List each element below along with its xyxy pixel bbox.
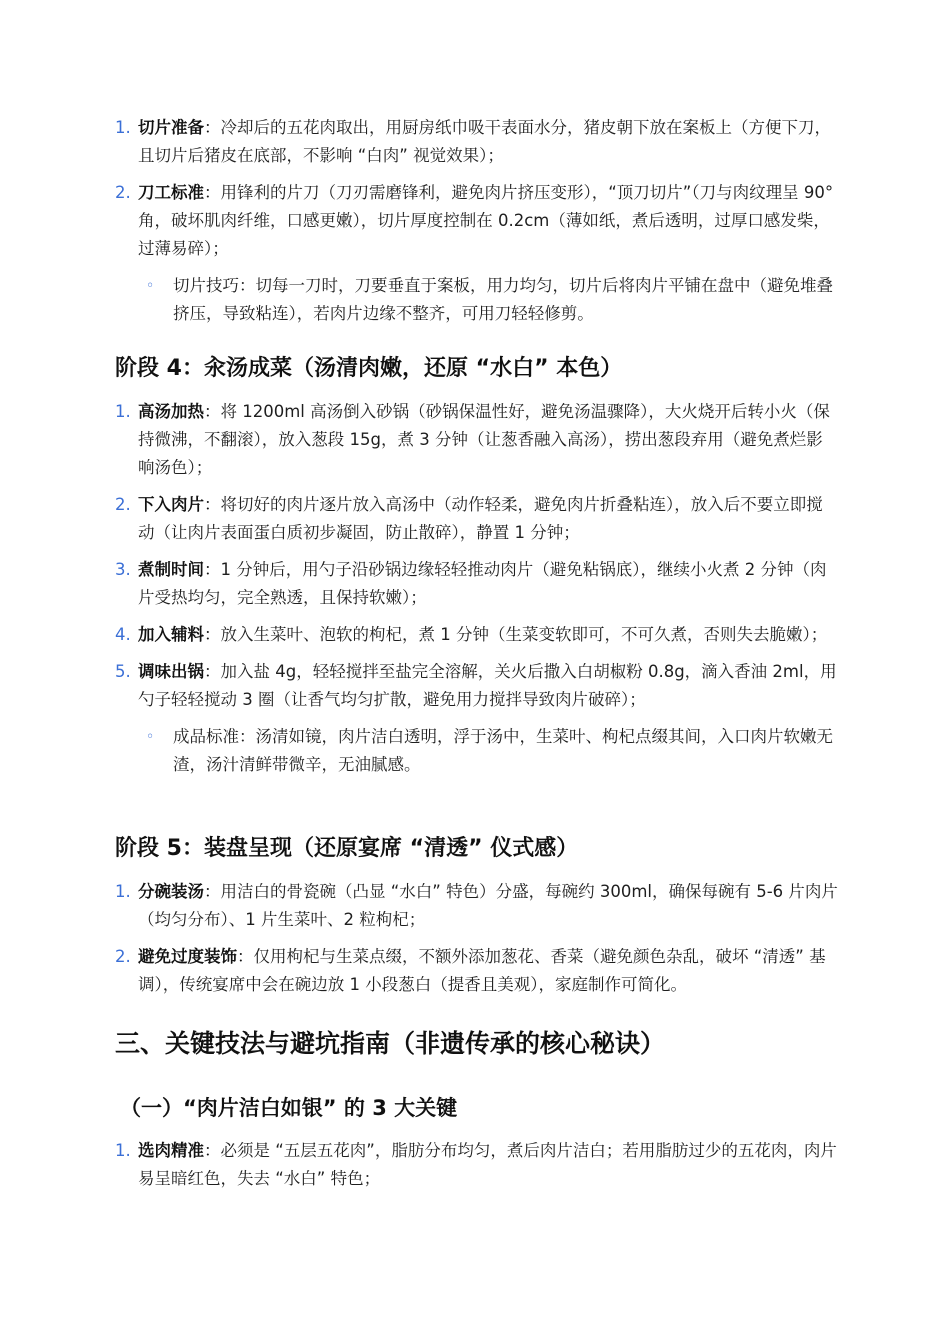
item-term: 切片准备 (138, 118, 204, 137)
item-number: 4. (115, 625, 131, 644)
item-term: 下入肉片 (138, 495, 204, 514)
stage3-list-block (0, 114, 950, 328)
list-item: 5. 调味出锅：加入盐 4g，轻轻搅拌至盐完全溶解，关火后撒入白胡椒粉 0.8g，滴入香油 2ml，用勺子轻轻搅动 3 圈（让香气均匀扩散，避免用力搅拌导致肉片破碎）； (0, 658, 950, 714)
list-item: 1. 选肉精准：必须是 “五层五花肉”，脂肪分布均匀，煮后肉片洁白；若用脂肪过少的五花肉，肉片易呈暗红色，失去 “水白” 特色； (0, 1137, 950, 1193)
stage5-list-block (0, 878, 950, 999)
item-text: 用洁白的骨瓷碗（凸显 “水白” 特色）分盛，每碗约 300ml，确保每碗有 5-6 片肉片（均匀分布）、1 片生菜叶、2 粒枸杞； (138, 882, 838, 929)
item-text: 冷却后的五花肉取出，用厨房纸巾吸干表面水分，猪皮朝下放在案板上（方便下刀，且切片后猪皮在底部，不影响 “白肉” 视觉效果）； (138, 118, 831, 165)
list-item: 2. 刀工标准：用锋利的片刀（刀刃需磨锋利，避免肉片挤压变形），“顶刀切片”（刀与肉纹理呈 90° 角，破坏肌肉纤维，口感更嫩），切片厚度控制在 0.2cm（薄如纸，煮后透明，过厚口感发柴，过薄易碎）； (0, 179, 950, 263)
item-text: 将切好的肉片逐片放入高汤中（动作轻柔，避免肉片折叠粘连），放入后不要立即搅动（让肉片表面蛋白质初步凝固，防止散碎），静置 1 分钟； (138, 495, 823, 542)
item-text: 必须是 “五层五花肉”，脂肪分布均匀，煮后肉片洁白；若用脂肪过少的五花肉，肉片易呈暗红色，失去 “水白” 特色； (138, 1141, 837, 1188)
subsection1-list-block (0, 1137, 950, 1193)
item-number: 2. (115, 495, 131, 514)
list-item: 2. 下入肉片：将切好的肉片逐片放入高汤中（动作轻柔，避免肉片折叠粘连），放入后不要立即搅动（让肉片表面蛋白质初步凝固，防止散碎），静置 1 分钟； (0, 491, 950, 547)
item-text: 用锋利的片刀（刀刃需磨锋利，避免肉片挤压变形），“顶刀切片”（刀与肉纹理呈 90° 角，破坏肌肉纤维，口感更嫩），切片厚度控制在 0.2cm（薄如纸，煮后透明，过厚口感发柴，过薄易碎）； (138, 183, 834, 258)
item-text: 仅用枸杞与生菜点缀，不额外添加葱花、香菜（避免颜色杂乱，破坏 “清透” 基调），传统宴席中会在碗边放 1 小段葱白（提香且美观），家庭制作可简化。 (138, 947, 826, 994)
stage4-steps (0, 398, 950, 714)
stage5-heading: 阶段 5：装盘呈现（还原宴席 “清透” 仪式感） (115, 836, 579, 861)
list-item: 4. 加入辅料：放入生菜叶、泡软的枸杞，煮 1 分钟（生菜变软即可，不可久煮，否则失去脆嫩）； (0, 621, 950, 649)
item-text: 1 分钟后，用勺子沿砂锅边缘轻轻推动肉片（避免粘锅底），继续小火煮 2 分钟（肉片受热均匀，完全熟透，且保持软嫩）； (138, 560, 827, 607)
bullet-icon: ◦ (146, 278, 155, 294)
item-term: 选肉精准 (138, 1141, 204, 1160)
stage5-steps (0, 878, 950, 999)
list-item: 1. 分碗装汤：用洁白的骨瓷碗（凸显 “水白” 特色）分盛，每碗约 300ml，确保每碗有 5-6 片肉片（均匀分布）、1 片生菜叶、2 粒枸杞； (0, 878, 950, 934)
item-number: 3. (115, 560, 131, 579)
stage4-list-block (0, 398, 950, 779)
item-number: 1. (115, 402, 131, 421)
stage4-heading: 阶段 4：汆汤成菜（汤清肉嫩，还原 “水白” 本色） (115, 356, 623, 381)
stage3-steps (0, 114, 950, 263)
item-term: 调味出锅 (138, 662, 204, 681)
sub-bullet (0, 723, 950, 779)
item-number: 1. (115, 118, 131, 137)
item-number: 2. (115, 947, 131, 966)
item-number: 1. (115, 1141, 131, 1160)
item-text: 加入盐 4g，轻轻搅拌至盐完全溶解，关火后撒入白胡椒粉 0.8g，滴入香油 2ml，用勺子轻轻搅动 3 圈（让香气均匀扩散，避免用力搅拌导致肉片破碎）； (138, 662, 837, 709)
list-item: 2. 避免过度装饰：仅用枸杞与生菜点缀，不额外添加葱花、香菜（避免颜色杂乱，破坏 “清透” 基调），传统宴席中会在碗边放 1 小段葱白（提香且美观），家庭制作可简化。 (0, 943, 950, 999)
sub-bullet (0, 272, 950, 328)
sub-bullet-text: 切片技巧：切每一刀时，刀要垂直于案板，用力均匀，切片后将肉片平铺在盘中（避免堆叠挤压，导致粘连），若肉片边缘不整齐，可用刀轻轻修剪。 (173, 276, 833, 323)
item-term: 避免过度装饰 (138, 947, 237, 966)
subsection1-steps (0, 1137, 950, 1193)
list-item: 3. 煮制时间：1 分钟后，用勺子沿砂锅边缘轻轻推动肉片（避免粘锅底），继续小火煮 2 分钟（肉片受热均匀，完全熟透，且保持软嫩）； (0, 556, 950, 612)
item-term: 煮制时间 (138, 560, 204, 579)
item-term: 加入辅料 (138, 625, 204, 644)
item-text: 放入生菜叶、泡软的枸杞，煮 1 分钟（生菜变软即可，不可久煮，否则失去脆嫩）； (220, 625, 828, 644)
bullet-icon: ◦ (146, 729, 155, 745)
item-number: 2. (115, 183, 131, 202)
subsection1-heading: （一）“肉片洁白如银” 的 3 大关键 (120, 1096, 458, 1120)
section3-heading: 三、关键技法与避坑指南（非遗传承的核心秘诀） (115, 1029, 666, 1058)
list-item: 1. 切片准备：冷却后的五花肉取出，用厨房纸巾吸干表面水分，猪皮朝下放在案板上（方便下刀，且切片后猪皮在底部，不影响 “白肉” 视觉效果）； (0, 114, 950, 170)
item-number: 1. (115, 882, 131, 901)
sub-bullet-text: 成品标准：汤清如镜，肉片洁白透明，浮于汤中，生菜叶、枸杞点缀其间，入口肉片软嫩无渣，汤汁清鲜带微辛，无油腻感。 (173, 727, 833, 774)
item-term: 刀工标准 (138, 183, 204, 202)
list-item: 1. 高汤加热：将 1200ml 高汤倒入砂锅（砂锅保温性好，避免汤温骤降），大火烧开后转小火（保持微沸，不翻滚），放入葱段 15g，煮 3 分钟（让葱香融入高汤），捞出葱段弃用（避免煮烂影响汤色）； (0, 398, 950, 482)
item-text: 将 1200ml 高汤倒入砂锅（砂锅保温性好，避免汤温骤降），大火烧开后转小火（保持微沸，不翻滚），放入葱段 15g，煮 3 分钟（让葱香融入高汤），捞出葱段弃用（避免煮烂影响汤色）； (138, 402, 830, 477)
item-term: 高汤加热 (138, 402, 204, 421)
item-term: 分碗装汤 (138, 882, 204, 901)
item-number: 5. (115, 662, 131, 681)
